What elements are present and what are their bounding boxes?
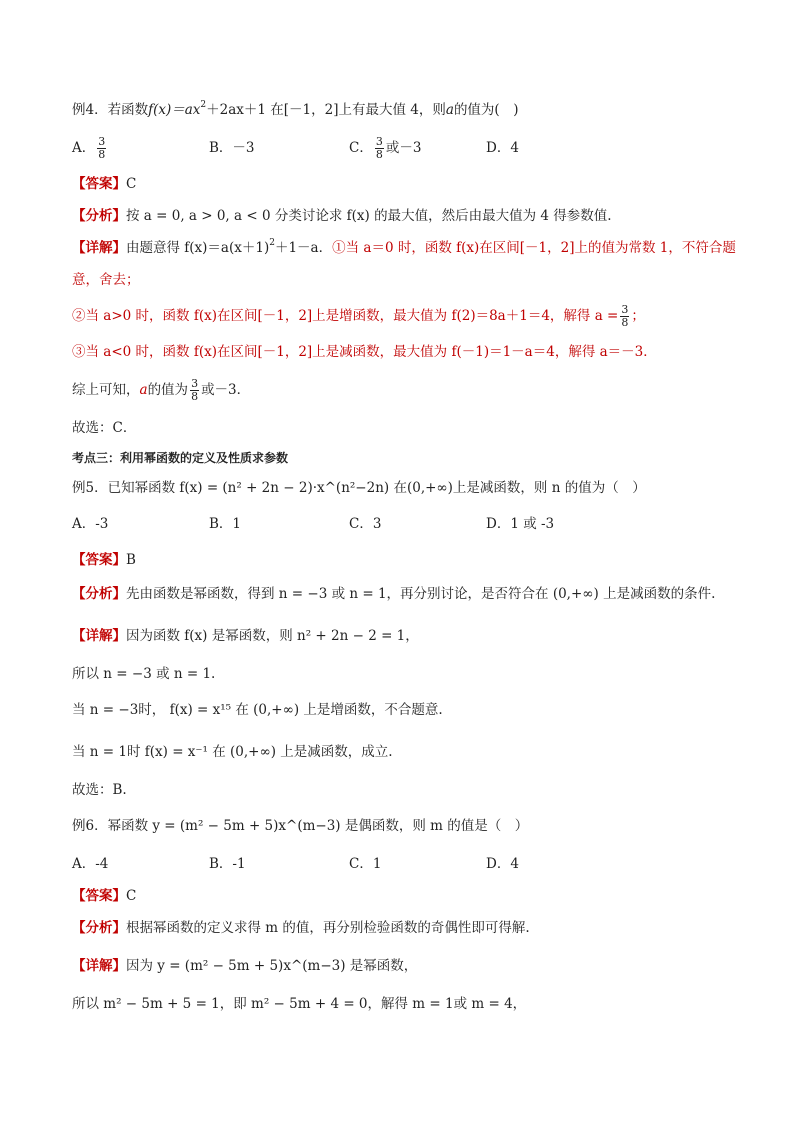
- q4-choose: 故选：C．: [72, 420, 137, 436]
- q6-option-c[interactable]: C．1: [349, 856, 382, 872]
- q4-option-d[interactable]: D．4: [486, 140, 519, 156]
- q5-option-c[interactable]: C．3: [349, 516, 382, 532]
- q6-detail: 【详解】因为 y = (m² − 5m + 5)x^(m−3) 是幂函数，: [72, 958, 418, 974]
- q6-analysis: 【分析】根据幂函数的定义求得 m 的值，再分别检验函数的奇偶性即可得解.: [72, 920, 530, 936]
- q6-stem: 例6．幂函数 y = (m² − 5m + 5)x^(m−3) 是偶函数，则 m 的值是（ ）: [72, 818, 529, 834]
- q4-option-c[interactable]: C． $\frac{3}{8}$ 或－3: [349, 135, 422, 161]
- q4-answer: 【答案】C: [72, 176, 137, 192]
- q4-conclusion: 综上可知，a的值为 $\frac{3}{8}$ 或－3．: [72, 377, 251, 403]
- q4-option-a[interactable]: A． $\frac{3}{8}$: [72, 135, 106, 161]
- q6-options: [72, 854, 732, 876]
- q5-options: [72, 514, 732, 536]
- q4-analysis: 【分析】按 a = 0, a > 0, a < 0 分类讨论求 f(x) 的最大值，然后由最大值为 4 得参数值.: [72, 208, 612, 224]
- q5-line3: 当 n = −3时， f(x) = x¹⁵ 在 (0,+∞) 上是增函数，不合题意.: [72, 702, 443, 718]
- q4-stem: 例4．若函数$f(x)=ax^2+2ax+1$ 在[－1，2]上有最大值 4，则a的值为( ): [72, 100, 519, 118]
- q5-line2: 所以 n = −3 或 n = 1.: [72, 666, 216, 682]
- q6-option-b[interactable]: B．-1: [209, 856, 246, 872]
- q4-option-b[interactable]: B．－3: [209, 140, 255, 156]
- q5-stem: 例5．已知幂函数 f(x) = (n² + 2n − 2)·x^(n²−2n) 在(0,+∞)上是减函数，则 n 的值为（ ）: [72, 480, 646, 496]
- q5-option-b[interactable]: B．1: [209, 516, 242, 532]
- q6-line2: 所以 m² − 5m + 5 = 1，即 m² − 5m + 4 = 0，解得 m = 1或 m = 4，: [72, 996, 527, 1012]
- q4-stem-fx: f(x)＝ax: [148, 102, 201, 118]
- q5-answer: 【答案】B: [72, 552, 136, 568]
- q4-detail-line2: 意，舍去；: [72, 272, 140, 288]
- q4-stem-prefix: 例4．若函数: [72, 102, 149, 118]
- section-title: 考点三：利用幂函数的定义及性质求参数: [72, 451, 289, 465]
- q5-option-d[interactable]: D．1 或 -3: [486, 516, 555, 532]
- q5-choose: 故选：B.: [72, 782, 127, 798]
- q6-answer: 【答案】C: [72, 888, 137, 904]
- q6-option-a[interactable]: A．-4: [72, 856, 109, 872]
- q5-line4: 当 n = 1时 f(x) = x⁻¹ 在 (0,+∞) 上是减函数，成立.: [72, 744, 393, 760]
- q4-stem-mid: ＋2ax＋1 在[－1，2]上有最大值 4，则: [206, 102, 446, 118]
- q5-detail: 【详解】因为函数 f(x) 是幂函数，则 n² + 2n − 2 = 1，: [72, 628, 419, 644]
- q4-options: [72, 136, 732, 160]
- q5-option-a[interactable]: A．-3: [72, 516, 109, 532]
- q4-stem-suffix: 的值为( ): [453, 102, 519, 118]
- q4-detail-line1: 【详解】由题意得 $f(x)=a(x+1)^2+1-a$．①当 a＝0 时，函数 f(x)在区间[－1，2]上的值为常数 1，不符合题: [72, 238, 736, 256]
- q5-analysis: 【分析】先由函数是幂函数，得到 n = −3 或 n = 1，再分别讨论，是否符合在 (0,+∞) 上是减函数的条件.: [72, 586, 716, 602]
- q4-case2: ②当 a>0 时，函数 f(x)在区间[－1，2]上是增函数，最大值为 f(2)＝8a＋1＝4，解得 a = $\frac{3}{8}$ ；: [72, 303, 645, 329]
- q6-option-d[interactable]: D．4: [486, 856, 519, 872]
- q4-case3: ③当 a<0 时，函数 f(x)在区间[－1，2]上是减函数，最大值为 f(－1)＝1－a＝4，解得 a＝－3．: [72, 344, 657, 360]
